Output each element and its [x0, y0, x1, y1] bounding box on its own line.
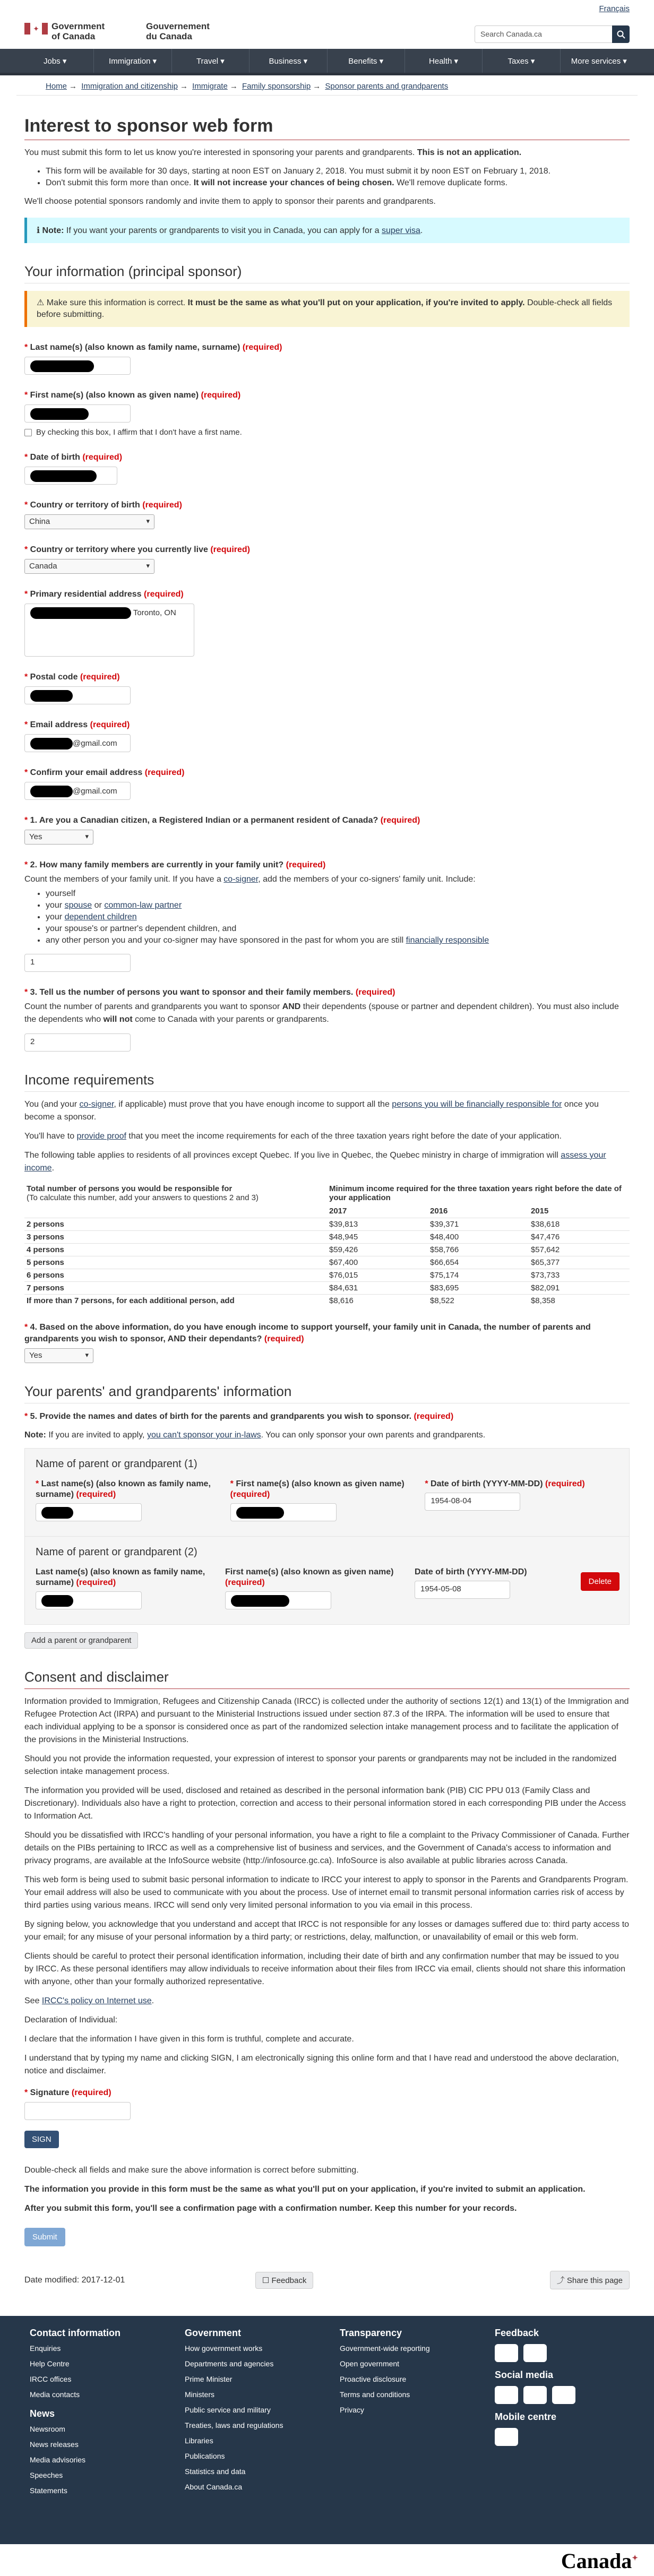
consent-p6: By signing below, you acknowledge that you understand and accept that IRCC is not responsible for any losses or damages suffered due to: third party access to your email; for any misuse of your personal information by a third party; or restrictions, delay, malfunction, or unavailability of email or this web form. [24, 1920, 630, 1942]
income-th-year: 2017 [329, 1207, 347, 1216]
email-confirm-input[interactable]: @gmail.com [24, 782, 131, 800]
signature-label: * Signature (required) [24, 2088, 111, 2097]
breadcrumb-immigration[interactable]: Immigration and citizenship [81, 82, 178, 91]
provide-proof-link[interactable]: provide proof [76, 1132, 126, 1141]
parent-1-dob-input[interactable]: 1954-08-04 [425, 1493, 520, 1511]
income-amount-cell: $58,766 [428, 1244, 529, 1256]
breadcrumb-immigrate[interactable]: Immigrate [192, 82, 228, 91]
q2-item-children: • your dependent children [46, 911, 630, 923]
parent-2-last-input[interactable] [36, 1591, 142, 1609]
parent-2-title: Name of parent or grandparent (2) [36, 1546, 197, 1558]
social-media-icon[interactable] [523, 2386, 547, 2404]
q4-label: * 4. Based on the above information, do you have enough income to support yourself, your family unit in Canada, the number of parents and grandparents you wish to sponsor, AND their dependants? (required) [24, 1323, 591, 1343]
q4-select[interactable]: Yes ▾ [24, 1348, 93, 1363]
income-amount-cell: $59,426 [327, 1244, 428, 1256]
income-amount-cell: $48,945 [327, 1231, 428, 1244]
in-laws-link[interactable]: you can't sponsor your in-laws [147, 1431, 261, 1440]
delete-parent-button[interactable]: Delete [581, 1572, 619, 1591]
consent-p5: This web form is being used to submit basic personal information to indicate to IRCC your interest to apply to sponsor in the Parents and Grandparents Program. Your email address will also be used to communicate with you about the process. Use of internet email to transmit personal information carries risk of access by third parties using various means. IRCC will send only very limited personal information to you via email in this process. [24, 1875, 629, 1910]
address-textarea[interactable]: Toronto, ON [24, 604, 194, 657]
footer-link[interactable]: Ministers [185, 2390, 215, 2399]
footer-link[interactable]: Terms and conditions [340, 2390, 410, 2399]
income-table [24, 1182, 630, 1307]
parent-2-dob-label: Date of birth (YYYY-MM-DD) [415, 1567, 527, 1576]
parent-2-dob-input[interactable]: 1954-05-08 [415, 1581, 510, 1599]
footer-link[interactable]: Media contacts [30, 2390, 80, 2399]
parents-note: Note: If you are invited to apply, you can't sponsor your in-laws. You can only sponsor your own parents and grandparents. [24, 1431, 486, 1440]
footer-transparency [340, 2328, 430, 2421]
no-firstname-row: By checking this box, I affirm that I don't have a first name. [24, 428, 630, 437]
q1-label: * 1. Are you a Canadian citizen, a Registered Indian or a permanent resident of Canada? (required) [24, 816, 420, 825]
lastname-label: * Last name(s) (also known as family name, surname) (required) [24, 343, 282, 352]
footer-link[interactable]: Privacy [340, 2406, 364, 2414]
info-icon: ℹ [37, 226, 40, 235]
consent-p13: The information you provide in this form must be the same as what you'll put on your application, if you're invited to submit an application. [24, 2185, 586, 2194]
footer [0, 2316, 654, 2544]
consent-p11: I understand that by typing my name and clicking SIGN, I am electronically signing this online form and that I have read and understood the above declaration, notice and disclaimer. [24, 2054, 619, 2075]
income-amount-cell: $48,400 [428, 1231, 529, 1244]
income-row [24, 1295, 630, 1307]
consent-p4: Should you be dissatisfied with IRCC's handling of your personal information, you have a right to file a complaint to the Privacy Commissioner of Canada. Further details on the PIBs pertaining to IRCC as well as a comprehensive list of business and services, and the Government of Canada's access to information and privacy programs, are available at the InfoSource website (http://infosource.gc.ca). InfoSource is also available at public libraries across Canada. [24, 1831, 630, 1865]
income-amount-cell: $66,654 [428, 1256, 529, 1269]
footer-link[interactable]: Departments and agencies [185, 2359, 274, 2368]
assess-income-link[interactable]: assess your income [24, 1151, 606, 1173]
feedback-bubble-icon[interactable] [495, 2344, 518, 2362]
firstname-label: * First name(s) (also known as given name) (required) [24, 391, 241, 400]
intro-text: You must submit this form to let us know you're interested in sponsoring your parents and grandparents. This is not an application. [24, 148, 522, 157]
income-amount-cell: $76,015 [327, 1269, 428, 1282]
income-th-year: 2015 [530, 1207, 549, 1216]
income-amount-cell: $8,522 [428, 1295, 529, 1307]
income-persons-cell: If more than 7 persons, for each additional person, add [24, 1295, 327, 1307]
footer-link[interactable]: News releases [30, 2440, 79, 2449]
language-toggle-link[interactable]: Français [599, 4, 630, 13]
residence-select[interactable]: Canada ▾ [24, 559, 154, 574]
income-cosigner-link[interactable]: co-signer [79, 1100, 114, 1109]
menu-item-business[interactable]: Business ▾ [249, 49, 327, 73]
consent-p8: See IRCC's policy on Internet use. [24, 1996, 154, 2005]
income-p1: You (and your co-signer, if applicable) must prove that you have enough income to support all the persons you will be financially responsible for once you become a sponsor. [24, 1100, 599, 1122]
submit-row [24, 2228, 630, 2246]
social-media-icon[interactable] [552, 2386, 575, 2404]
consent-p3: The information you provided will be used, disclosed and retained as described in the personal information bank (PIB) CIC PPU 013 (Family Class and Discretionary). Individuals also have a right to protection, correction and access to their personal information stored in each corresponding PIB under the Access to Information Act. [24, 1786, 626, 1821]
section-consent: Consent and disclaimer [24, 1669, 630, 1689]
income-amount-cell: $84,631 [327, 1282, 428, 1295]
income-persons-cell: 7 persons [24, 1282, 327, 1295]
parent-box-1 [24, 1448, 630, 1537]
breadcrumb-family[interactable]: Family sponsorship [242, 82, 311, 91]
spouse-link[interactable]: spouse [64, 901, 92, 910]
sign-button[interactable]: SIGN [24, 2131, 59, 2148]
consent-p12: Double-check all fields and make sure the above information is correct before submitting. [24, 2166, 359, 2175]
q2-item-yourself: • yourself [46, 888, 630, 900]
parent-1-last-input[interactable] [36, 1503, 142, 1521]
footer-link[interactable]: Publications [185, 2452, 225, 2460]
residence-label: * Country or territory where you currently live (required) [24, 545, 250, 554]
intro-list [46, 166, 630, 189]
feedback-icon: ☐ [262, 2276, 272, 2285]
intro-bullet-1: • This form will be available for 30 days, starting at noon EST on January 2, 2018. You must submit it by noon EST on February 1, 2018. [46, 166, 630, 177]
parent-2-first-input[interactable] [225, 1591, 331, 1609]
income-amount-cell: $8,616 [327, 1295, 428, 1307]
income-th-minimum: Minimum income required for the three taxation years right before the date of your application [329, 1184, 622, 1202]
income-persons-cell: 3 persons [24, 1231, 327, 1244]
footer-social-heading: Social media [495, 2370, 554, 2380]
mobile-centre-icon[interactable] [495, 2428, 518, 2446]
menu-item-benefits[interactable]: Benefits ▾ [328, 49, 405, 73]
main-content [24, 116, 630, 2289]
parent-2-last-label: Last name(s) (also known as family name, surname) (required) [36, 1567, 205, 1587]
parent-box-2 [24, 1537, 630, 1625]
footer-link[interactable]: Libraries [185, 2436, 213, 2445]
parent-2-first-label: First name(s) (also known as given name) (required) [225, 1567, 394, 1587]
income-row [24, 1282, 630, 1295]
maple-leaf-icon: ✦ [632, 2554, 638, 2563]
income-amount-cell: $67,400 [327, 1256, 428, 1269]
consent-p9: Declaration of Individual: [24, 2015, 118, 2024]
income-amount-cell: $39,371 [428, 1218, 529, 1231]
postal-label: * Postal code (required) [24, 673, 120, 682]
parent-1-title: Name of parent or grandparent (1) [36, 1458, 197, 1470]
email-confirm-label: * Confirm your email address (required) [24, 768, 185, 777]
q2-label: * 2. How many family members are currently in your family unit? (required) [24, 860, 326, 869]
q2-list [46, 888, 630, 946]
cob-label: * Country or territory of birth (required) [24, 501, 182, 510]
dob-input[interactable] [24, 467, 117, 485]
internet-policy-link[interactable]: IRCC's policy on Internet use [41, 1996, 152, 2005]
canada-flag-icon[interactable]: ✦ [24, 23, 48, 35]
page-title: Interest to sponsor web form [24, 116, 630, 140]
income-p2: You'll have to provide proof that you meet the income requirements for each of the three taxation years right before the date of your application. [24, 1132, 562, 1141]
canada-wordmark: Canada✦ [561, 2549, 638, 2573]
footer-link[interactable]: Statistics and data [185, 2467, 246, 2476]
cob-select[interactable]: China ▾ [24, 514, 154, 529]
intro-random: We'll choose potential sponsors randomly and invite them to apply to sponsor their parents and grandparents. [24, 197, 436, 206]
submit-button[interactable]: Submit [24, 2228, 65, 2246]
share-icon: ⤴ [556, 2276, 567, 2285]
footer-government [185, 2328, 283, 2498]
q2-item-spouse: • your spouse or common-law partner [46, 900, 630, 911]
email-input[interactable]: @gmail.com [24, 734, 131, 752]
dependent-children-link[interactable]: dependent children [64, 912, 137, 921]
footer-link[interactable]: Newsroom [30, 2425, 65, 2433]
add-parent-row [24, 1632, 630, 1649]
income-amount-cell: $82,091 [529, 1282, 630, 1295]
footer-contact [30, 2328, 121, 2502]
social-media-icon[interactable] [495, 2386, 518, 2404]
q3-help: Count the number of parents and grandparents you want to sponsor AND their dependents (spouse or partner and dependent children). You must also include the dependents who will not come to Canada with your parents or grandparents. [24, 1002, 619, 1024]
breadcrumb: Home → Immigration and citizenship → Immigrate → Family sponsorship → Sponsor parents and grandparents [16, 75, 638, 96]
menu-item-immigration[interactable]: Immigration ▾ [94, 49, 171, 73]
brand-bar [16, 0, 638, 49]
super-visa-link[interactable]: super visa [382, 226, 420, 235]
page-details [24, 2271, 630, 2289]
parent-1-last-label: * Last name(s) (also known as family name, surname) (required) [36, 1479, 211, 1499]
breadcrumb-parents[interactable]: Sponsor parents and grandparents [325, 82, 449, 91]
income-persons-cell: 4 persons [24, 1244, 327, 1256]
income-amount-cell: $57,642 [529, 1244, 630, 1256]
menu-item-taxes[interactable]: Taxes ▾ [483, 49, 560, 73]
income-amount-cell: $39,813 [327, 1218, 428, 1231]
income-amount-cell: $8,358 [529, 1295, 630, 1307]
income-th-year: 2016 [429, 1207, 448, 1216]
add-parent-button[interactable]: Add a parent or grandparent [24, 1632, 138, 1649]
footer-link[interactable]: Speeches [30, 2471, 63, 2479]
income-amount-cell: $73,733 [529, 1269, 630, 1282]
consent-p2: Should you not provide the information requested, your expression of interest to sponsor your parents or grandparents may not be included in the randomized selection intake management process. [24, 1754, 617, 1776]
footer-link[interactable]: How government works [185, 2344, 263, 2353]
no-firstname-checkbox[interactable] [24, 429, 32, 436]
q2-item-partner-children: • your spouse's or partner's dependent children, and [46, 923, 630, 935]
main-menu [0, 49, 654, 75]
q3-input[interactable]: 2 [24, 1033, 131, 1052]
consent-p14: After you submit this form, you'll see a confirmation page with a confirmation number. Keep this number for your records. [24, 2204, 517, 2213]
q2-item-other: • any other person you and your co-signer may have sponsored in the past for whom you are still financially responsible [46, 935, 630, 946]
footer-link[interactable]: Statements [30, 2486, 67, 2495]
income-p3: The following table applies to residents of all provinces except Quebec. If you live in Quebec, the Quebec ministry in charge of immigration will assess your income. [24, 1151, 606, 1173]
email-label: * Email address (required) [24, 720, 130, 729]
income-amount-cell: $83,695 [428, 1282, 529, 1295]
income-row [24, 1244, 630, 1256]
income-persons-cell: 2 persons [24, 1218, 327, 1231]
income-amount-cell: $47,476 [529, 1231, 630, 1244]
footer-gov-heading: Government [185, 2328, 242, 2338]
financially-responsible-persons-link[interactable]: persons you will be financially responsible for [392, 1100, 562, 1109]
footer-wordmark-bar [0, 2544, 654, 2576]
footer-feedback-heading: Feedback [495, 2328, 539, 2338]
breadcrumb-home[interactable]: Home [46, 82, 67, 91]
date-modified: Date modified: 2017-12-01 [24, 2275, 125, 2285]
footer-contact-heading: Contact information [30, 2328, 121, 2338]
parent-1-first-input[interactable] [230, 1503, 337, 1521]
income-persons-cell: 5 persons [24, 1256, 327, 1269]
parent-1-dob-label: * Date of birth (YYYY-MM-DD) (required) [425, 1479, 585, 1488]
share-button[interactable]: ⤴ Share this page [550, 2271, 630, 2289]
postal-input[interactable] [24, 686, 131, 704]
income-row [24, 1231, 630, 1244]
income-persons-cell: 6 persons [24, 1269, 327, 1282]
footer-link[interactable]: Open government [340, 2359, 400, 2368]
q5-label: * 5. Provide the names and dates of birth for the parents and grandparents you wish to sponsor. (required) [24, 1412, 454, 1421]
footer-feedback [495, 2328, 575, 2453]
menu-item-travel[interactable]: Travel ▾ [172, 49, 249, 73]
consent-p7: Clients should be careful to protect their personal identification information, including their date of birth and any confirmation number that may be issued to you by IRCC. As these personal identifiers may allow individuals to receive information about their files from IRCC via email, clients should not share this information with anyone, other than your formally authorized representative. [24, 1952, 626, 1986]
intro-bullet-2: • Don't submit this form more than once. It will not increase your chances of being chosen. We'll remove duplicate forms. [46, 177, 630, 189]
footer-link[interactable]: Public service and military [185, 2406, 271, 2414]
footer-link[interactable]: Media advisories [30, 2456, 86, 2464]
common-law-link[interactable]: common-law partner [104, 901, 182, 910]
sign-row [24, 2131, 630, 2148]
q3-label: * 3. Tell us the number of persons you want to sponsor and their family members. (required) [24, 988, 395, 997]
income-amount-cell: $75,174 [428, 1269, 529, 1282]
income-amount-cell: $65,377 [529, 1256, 630, 1269]
income-th-persons: Total number of persons you would be responsible for (To calculate this number, add your answers to questions 2 and 3) [27, 1184, 259, 1202]
q1-select[interactable]: Yes ▾ [24, 830, 93, 845]
warning-icon: ⚠ [37, 298, 45, 307]
address-label: * Primary residential address (required) [24, 590, 184, 599]
section-your-info: Your information (principal sponsor) [24, 263, 630, 283]
search-input[interactable]: Search Canada.ca [475, 25, 613, 43]
footer-trans-heading: Transparency [340, 2328, 402, 2338]
income-row [24, 1256, 630, 1269]
note-box: ℹ Note: If you want your parents or grandparents to visit you in Canada, you can apply for a super visa. [24, 218, 630, 243]
footer-link[interactable]: Government-wide reporting [340, 2344, 430, 2353]
firstname-input[interactable] [24, 404, 131, 423]
lastname-input[interactable] [24, 357, 131, 375]
q2-help: Count the members of your family unit. If you have a co-signer, add the members of your co-signers' family unit. Include: [24, 875, 476, 884]
footer-link[interactable]: Proactive disclosure [340, 2375, 407, 2383]
q2-input[interactable]: 1 [24, 954, 131, 972]
consent-p10: I declare that the information I have given in this form is truthful, complete and accurate. [24, 2035, 354, 2044]
menu-item-more-services[interactable]: More services ▾ [571, 56, 627, 66]
income-amount-cell: $38,618 [529, 1218, 630, 1231]
co-signer-link[interactable]: co-signer [223, 875, 259, 884]
menu-item-jobs[interactable]: Jobs ▾ [16, 49, 94, 73]
signature-input[interactable] [24, 2102, 131, 2120]
feedback-button[interactable]: ☐ Feedback [255, 2272, 314, 2289]
header [16, 0, 638, 49]
footer-link[interactable]: IRCC offices [30, 2375, 72, 2383]
footer-news-heading: News [30, 2408, 55, 2419]
section-income: Income requirements [24, 1072, 630, 1092]
menu-item-health[interactable]: Health ▾ [405, 49, 483, 73]
footer-link[interactable]: About Canada.ca [185, 2483, 243, 2491]
footer-mobile-heading: Mobile centre [495, 2411, 557, 2422]
footer-link[interactable]: Prime Minister [185, 2375, 233, 2383]
consent-p1: Information provided to Immigration, Refugees and Citizenship Canada (IRCC) is collected under the authority of sections 12(1) and 13(1) of the Immigration and Refugee Protection Act (IRPA) and pursuant to the Ministerial Instructions issued under section 87.3 of the IRPA. The information will be used to ensure that each individual applying to be a sponsor is considered once as part of the randomized selection intake management process and to facilitate the application of the provisions in the Ministerial Instructions. [24, 1697, 629, 1744]
gov-name-fr[interactable]: Gouvernement du Canada [146, 21, 210, 41]
footer-link[interactable]: Help Centre [30, 2359, 70, 2368]
footer-link[interactable]: Enquiries [30, 2344, 61, 2353]
search-button[interactable] [612, 25, 630, 43]
income-row [24, 1218, 630, 1231]
gov-name-en[interactable]: Government of Canada [51, 21, 105, 41]
warning-box: ⚠ Make sure this information is correct. It must be the same as what you'll put on your application, if you're invited to apply. Double-check all fields before submitting. [24, 291, 630, 327]
dob-label: * Date of birth (required) [24, 453, 123, 462]
income-row [24, 1269, 630, 1282]
feedback-bubble-icon[interactable] [523, 2344, 547, 2362]
section-parents: Your parents' and grandparents' information [24, 1383, 630, 1403]
parent-1-first-label: * First name(s) (also known as given name) (required) [230, 1479, 405, 1499]
financially-responsible-link[interactable]: financially responsible [406, 936, 489, 945]
footer-link[interactable]: Treaties, laws and regulations [185, 2421, 283, 2429]
search-icon [617, 30, 625, 39]
